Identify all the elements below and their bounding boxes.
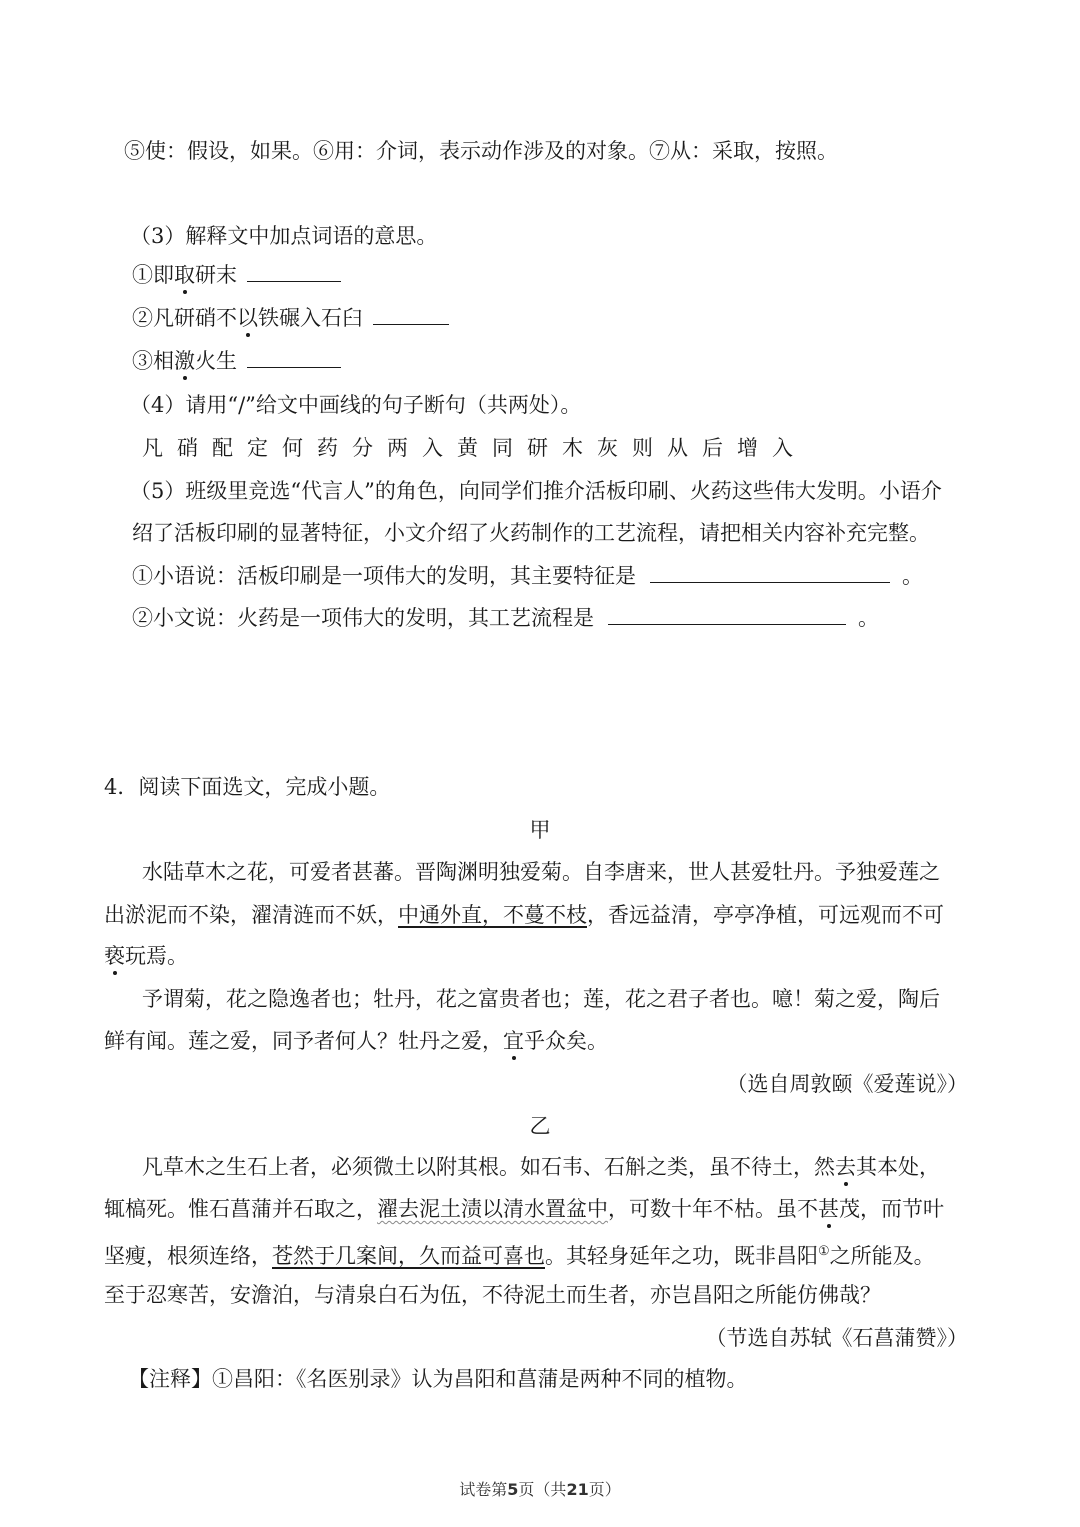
- question-3-item-1: ①即取研末: [132, 260, 341, 290]
- passage-yi-line-2: 辄槁死。惟石菖蒲并石取之，濯去泥土渍以清水置盆中，可数十年不枯。虽不甚茂，而节叶: [104, 1197, 944, 1221]
- question-5-item-1: ①小语说：活板印刷是一项伟大的发明，其主要特征是 。: [132, 564, 923, 588]
- source-jia: （选自周敦颐《爱莲说》）: [726, 1072, 968, 1096]
- question-5-item-2: ②小文说：火药是一项伟大的发明，其工艺流程是 。: [132, 606, 879, 630]
- passage-jia-line-4: 予谓菊，花之隐逸者也；牡丹，花之富贵者也；莲，花之君子者也。噫！菊之爱，陶后: [142, 987, 940, 1011]
- answer-blank[interactable]: [650, 562, 890, 583]
- question-3-prompt: （3）解释文中加点词语的意思。: [130, 224, 438, 248]
- question-5-prompt-2: 绍了活板印刷的显著特征，小文介绍了火药制作的工艺流程，请把相关内容补充完整。: [132, 521, 930, 545]
- page-footer: 试卷第5页（共21页）: [459, 1480, 621, 1499]
- section-jia-title: 甲: [529, 818, 551, 842]
- source-yi: （节选自苏轼《石菖蒲赞》）: [705, 1326, 968, 1350]
- answer-blank[interactable]: [247, 261, 341, 282]
- answer-blank[interactable]: [373, 304, 449, 325]
- question-4-title: 4．阅读下面选文，完成小题。: [104, 775, 391, 799]
- passage-yi-line-4: 至于忍寒苦，安澹泊，与清泉白石为伍，不待泥土而生者，亦岂昌阳之所能仿佛哉？: [104, 1283, 881, 1307]
- answer-blank[interactable]: [608, 604, 846, 625]
- question-4-sentence: 凡硝配定何药分两入黄同研木灰则从后增入: [142, 436, 807, 460]
- section-yi-title: 乙: [529, 1114, 551, 1138]
- passage-jia-line-5: 鲜有闻。莲之爱，同予者何人？牡丹之爱，宜乎众矣。: [104, 1029, 608, 1053]
- question-3-item-2: ②凡研硝不以铁碾入石臼: [132, 303, 449, 333]
- passage-jia-line-3: 亵玩焉。: [104, 944, 188, 968]
- question-3-item-3: ③相激火生: [132, 346, 341, 376]
- passage-yi-line-1: 凡草木之生石上者，必须微土以附其根。如石韦、石斛之类，虽不待土，然去其本处，: [142, 1155, 940, 1179]
- definitions-line: ⑤使：假设，如果。⑥用：介词，表示动作涉及的对象。⑦从：采取，按照。: [124, 139, 838, 163]
- annotation-note: 【注释】①昌阳：《名医别录》认为昌阳和菖蒲是两种不同的植物。: [128, 1367, 748, 1391]
- question-4-prompt: （4）请用“/”给文中画线的句子断句（共两处）。: [130, 393, 582, 417]
- passage-yi-line-3: 坚瘦，根须连络，苍然于几案间，久而益可喜也。其轻身延年之功，既非昌阳①之所能及。: [104, 1244, 935, 1268]
- answer-blank[interactable]: [247, 347, 341, 368]
- question-5-prompt-1: （5）班级里竞选“代言人”的角色，向同学们推介活板印刷、火药这些伟大发明。小语介: [130, 479, 942, 503]
- passage-jia-line-1: 水陆草木之花，可爱者甚蕃。晋陶渊明独爱菊。自李唐来，世人甚爱牡丹。予独爱莲之: [142, 860, 940, 884]
- passage-jia-line-2: 出淤泥而不染，濯清涟而不妖，中通外直，不蔓不枝，香远益清，亭亭净植，可远观而不可: [104, 903, 944, 927]
